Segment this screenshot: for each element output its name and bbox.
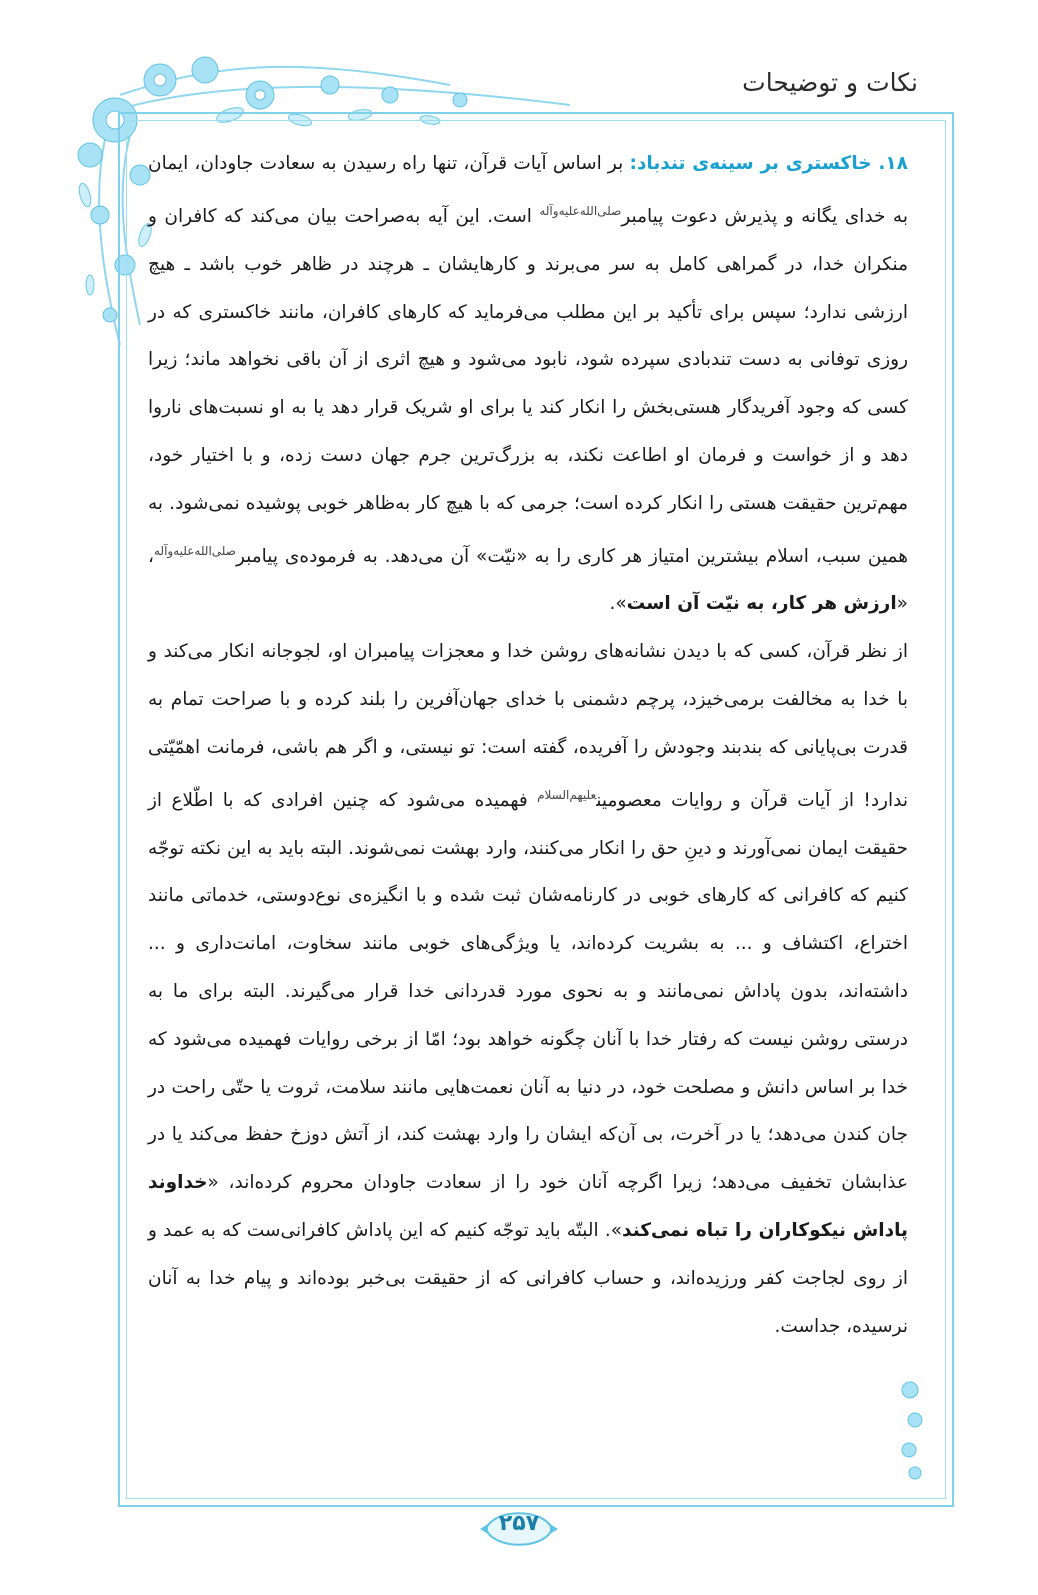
page-number: ۲۵۷ bbox=[498, 1511, 540, 1536]
paragraph-1 bbox=[148, 140, 908, 628]
section-heading: ۱۸. خاکستری بر سینه‌ی تندباد: bbox=[629, 153, 908, 174]
paragraph-text: از نظر قرآن، کسی که با دیدن نشانه‌های روشن خدا و معجزات پیامبران او، لجوجانه انکار می‌کند و با خدا به مخالفت برمی‌خیزد، پرچم دشمنی با خدای جهان‌آفرین را بلند کرده و با صراحت تمام به قدرت بی‌پایانی که بندبند وجودش را آفریده، گفته است: تو نیستی، و اگر هم باشی، فرمانت اهمّیّتی ندارد! از آیات قرآن و روایات معصومین bbox=[148, 641, 908, 811]
page-header-title: نکات و توضیحات bbox=[742, 68, 918, 97]
paragraph-text: ». bbox=[609, 593, 627, 615]
quote-bold: ارزش هر کار، به نیّت آن است bbox=[626, 593, 897, 615]
paragraph-2 bbox=[148, 628, 908, 1350]
paragraph-text: ». البتّه باید توجّه کنیم که این پاداش کافرانی‌ست که به عمد و از روی لجاجت کفر ورزیده‌اند، و حساب کافرانی که از حقیقت بی‌خبر بوده‌اند و پیام خدا به آنان نرسیده، جداست. bbox=[148, 1220, 908, 1337]
paragraph-text: ، « bbox=[148, 545, 908, 615]
honorific-glyph: علیهم‌السلام bbox=[537, 787, 597, 802]
paragraph-text: فهمیده می‌شود که چنین افرادی که با اطّلاع از حقیقت ایمان نمی‌آورند و دینِ حق را انکار می‌کنند، وارد بهشت نمی‌شوند. البته باید به این نکته توجّه کنیم که کافرانی که کارهای خوبی در کارنامه‌شان ثبت شده و با انگیزه‌ی نوع‌دوستی، خدماتی مانند اختراع، اکتشاف و ... به بشریت کرده‌اند، یا ویژگی‌های خوبی مانند سخاوت، امانت‌داری و ... داشته‌اند، بدون پاداش نمی‌مانند و به نحوی مورد قدردانی خدا قرار می‌گیرند. البته برای ما به درستی روشن نیست که رفتار خدا با آنان چگونه خواهد بود؛ امّا از برخی روایات فهمیده می‌شود که خدا بر اساس دانش و مصلحت خود، در دنیا به آنان نعمت‌هایی مانند سلامت، ثروت یا حتّی راحت در جان کندن می‌دهد؛ یا در آخرت، بی آن‌که ایشان را وارد بهشت کند، از آتش دوزخ حفظ می‌کند یا در عذابشان تخفیف می‌دهد؛ زیرا اگرچه آنان خود را از سعادت جاودان محروم کرده‌اند، « bbox=[148, 789, 908, 1194]
quote-bold: خداوند پاداش نیکوکاران را تباه نمی‌کند bbox=[148, 1172, 908, 1241]
main-text bbox=[148, 140, 908, 1350]
honorific-glyph: صلی‌الله‌علیه‌وآله bbox=[539, 203, 622, 218]
honorific-glyph: صلی‌الله‌علیه‌وآله bbox=[153, 543, 236, 558]
paragraph-text: است. این آیه به‌صراحت بیان می‌کند که کافران و منکران خدا، در گمراهی کامل به سر می‌برند و کارهایشان ـ هرچند در ظاهر خوب باشد ـ هیچ ارزشی ندارد؛ سپس برای تأکید بر این مطلب می‌فرماید که کارهای کافران، مانند خاکستری که در روزی توفانی به دست تندبادی سپرده شود، نابود می‌شود و هیچ اثری از آن باقی نخواهد ماند؛ زیرا کسی که وجود آفریدگار هستی‌بخش را انکار کند یا برای او شریک قرار دهد یا به او نسبت‌های ناروا دهد و از خواست و فرمان او اطاعت نکند، به بزرگ‌ترین جرم جهان دست زده، و با اختیار خود، مهم‌ترین حقیقت هستی را انکار کرده است؛ جرمی که با هیچ کار به‌ظاهر خوبی پوشیده نمی‌شود. به همین سبب، اسلام بیشترین امتیاز هر کاری را به «نیّت» آن می‌دهد. به فرموده‌ی پیامبر bbox=[148, 205, 908, 567]
paragraph-text: بر اساس آیات قرآن، تنها راه رسیدن به سعادت جاودان، ایمان به خدای یگانه و پذیرش دعوت پیامبر bbox=[148, 153, 908, 227]
